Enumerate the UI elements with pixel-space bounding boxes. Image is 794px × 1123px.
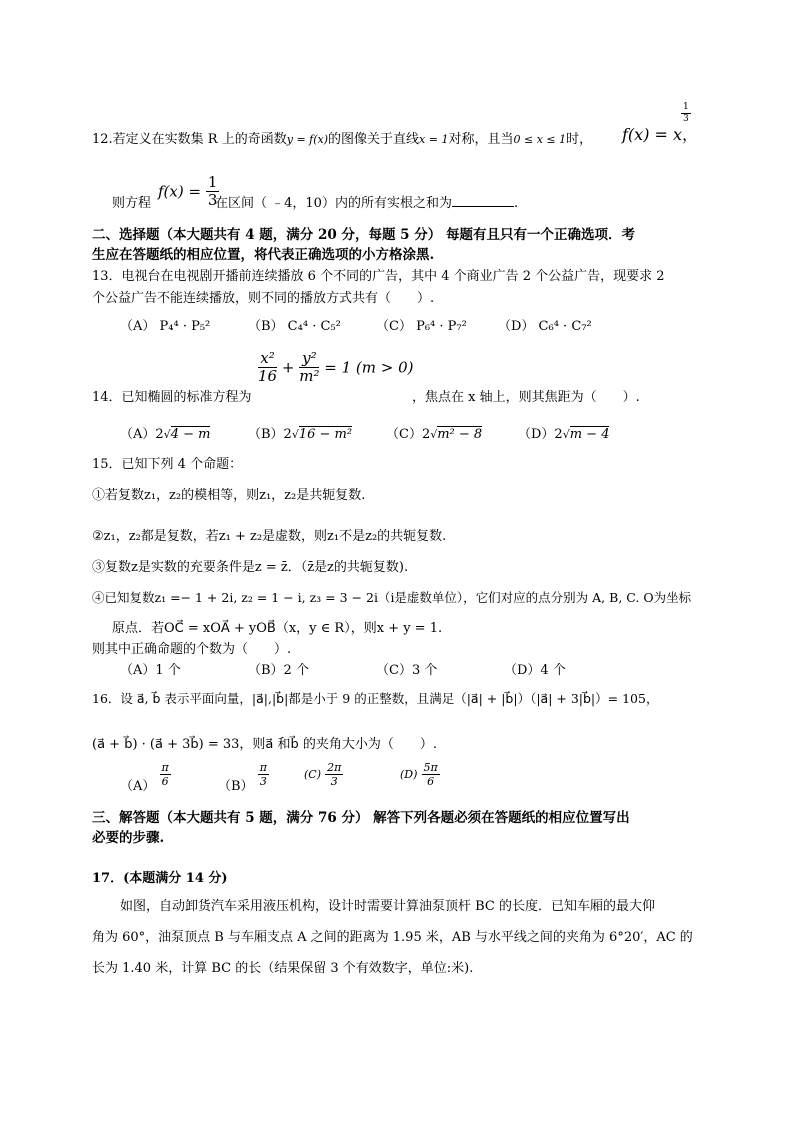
q16-opt-d-num: 5π bbox=[423, 761, 438, 774]
q14-option-a[interactable] bbox=[120, 423, 210, 442]
q14-frac-x bbox=[258, 351, 277, 384]
q14-option-c[interactable] bbox=[386, 423, 482, 442]
q14-option-d[interactable] bbox=[518, 423, 609, 442]
q12-line1 bbox=[92, 128, 592, 147]
q12-text-c: 对称，且当 bbox=[448, 132, 514, 147]
q13-option-a[interactable]: （A） P₄⁴ · P₅² bbox=[120, 319, 211, 334]
q17-paragraph-2: 角为 60°，油泵顶点 B 与车厢支点 A 之间的距离为 1.95 米，AB 与水平线之间的夹角为 6°20′，AC 的 bbox=[92, 930, 693, 945]
q12-text-end: ， bbox=[682, 125, 699, 144]
q14-opt-c-label: （C）2 bbox=[386, 427, 431, 442]
q15-option-d[interactable]: （D）4 个 bbox=[504, 663, 566, 678]
q16-opt-c-frac bbox=[325, 762, 343, 787]
q13-line2: 个公益广告不能连续播放，则不同的播放方式共有（ ）. bbox=[92, 291, 435, 306]
section3-line1: 三、解答题（本大题共有 5 题，满分 76 分） 解答下列各题必须在答题纸的相应位置写出 bbox=[92, 810, 630, 826]
q12-cond: 0 ≤ x ≤ 1 bbox=[513, 133, 567, 146]
q16-opt-c-label: (C) bbox=[304, 768, 321, 781]
q13-option-c[interactable]: （C） P₆⁴ · P₇² bbox=[376, 319, 467, 334]
q16-line2: (a⃗ + b⃗) · (a⃗ + 3b⃗) = 33，则a⃗ 和b⃗ 的夹角大小为（ ）. bbox=[92, 737, 438, 752]
q14-rhs: = 1 (m > 0) bbox=[324, 358, 414, 377]
sqrt-icon: √ bbox=[430, 428, 438, 441]
q15-proposition-3: ③复数z是实数的充要条件是z = z̄．（z̄是z的共轭复数). bbox=[92, 560, 409, 575]
q12-expression bbox=[622, 122, 698, 145]
q12-func: y = f(x) bbox=[286, 133, 329, 146]
q16-opt-d-frac bbox=[422, 762, 440, 787]
q12-exponent bbox=[681, 103, 691, 124]
q13-line1: 13．电视台在电视剧开播前连续播放 6 个不同的广告，其中 4 个商业广告 2 个公益广告，现要求 2 bbox=[92, 269, 665, 284]
q12-text-then: 则方程 bbox=[112, 196, 152, 211]
q17-paragraph-3: 长为 1.40 米，计算 BC 的长（结果保留 3 个有效数字，单位:米). bbox=[92, 961, 474, 976]
q12-line: x = 1 bbox=[419, 133, 449, 146]
section2-line2: 生应在答题纸的相应位置，将代表正确选项的小方格涂黑. bbox=[92, 247, 435, 263]
q12-eq-num: 1 bbox=[207, 173, 218, 191]
q16-option-d[interactable] bbox=[400, 762, 440, 787]
q16-option-a[interactable] bbox=[120, 762, 171, 794]
q13-option-b[interactable]: （B） C₄⁴ · C₅² bbox=[248, 319, 341, 334]
q12-text-interval: 在区间（ ﹣4，10）内的所有实根之和为 bbox=[215, 196, 452, 211]
q16-opt-c-num: 2π bbox=[327, 761, 342, 774]
q13-option-d[interactable]: （D） C₆⁴ · C₇² bbox=[498, 319, 592, 334]
q14-opt-b-rad: 16 − m² bbox=[298, 427, 353, 442]
sqrt-icon: √ bbox=[163, 428, 171, 441]
q15-ask: 则其中正确命题的个数为（ ）. bbox=[92, 642, 292, 657]
q16-option-c[interactable] bbox=[304, 762, 343, 787]
q16-opt-c-den: 3 bbox=[330, 775, 338, 788]
q12-text-d: 时， bbox=[566, 132, 593, 147]
q12-text-b: 的图像关于直线 bbox=[328, 132, 420, 147]
q16-opt-d-den: 6 bbox=[427, 775, 435, 788]
section2-line1: 二、选择题（本大题共有 4 题，满分 20 分，每题 5 分） 每题有且只有一个正确选项．考 bbox=[92, 227, 635, 243]
q16-opt-a-den: 6 bbox=[161, 775, 169, 788]
q12-equation bbox=[158, 175, 219, 208]
q17-paragraph-1: 如图，自动卸货汽车采用液压机构，设计时需要计算油泵顶杆 BC 的长度．已知车厢的最大仰 bbox=[120, 899, 656, 914]
q12-line2 bbox=[112, 192, 151, 211]
q14-opt-c-rad: m² − 8 bbox=[437, 427, 483, 442]
q14-opt-d-label: （D）2 bbox=[518, 427, 563, 442]
q15-intro: 15．已知下列 4 个命题： bbox=[92, 457, 243, 472]
q15-option-c[interactable]: （C）3 个 bbox=[376, 663, 438, 678]
q16-opt-d-label: (D) bbox=[400, 768, 418, 781]
sqrt-icon: √ bbox=[291, 428, 299, 441]
q14-opt-b-label: （B）2 bbox=[248, 427, 292, 442]
q15-option-a[interactable]: （A）1 个 bbox=[120, 663, 181, 678]
q15-proposition-4a: ④已知复数z₁ =− 1 + 2i, z₂ = 1 − i, z₃ = 3 − 2i（i是虚数单位），它们对应的点分别为 A, B, C. O为坐标 bbox=[92, 590, 692, 605]
q16-opt-b-label: （B） bbox=[218, 779, 254, 794]
q14-prefix: 14．已知椭圆的标准方程为 bbox=[92, 390, 252, 405]
q12-line2-tail bbox=[215, 192, 518, 211]
q14-opt-d-rad: m − 4 bbox=[569, 427, 610, 442]
q12-exp-num: 1 bbox=[683, 102, 689, 112]
q14-m2: m² bbox=[299, 367, 320, 385]
q12-exp-den: 3 bbox=[683, 114, 689, 124]
q14-frac-y bbox=[299, 351, 319, 384]
q16-opt-a-num: π bbox=[161, 761, 169, 774]
q14-opt-a-rad: 4 − m bbox=[170, 427, 211, 442]
q12-eq-den: 3 bbox=[207, 191, 218, 209]
q14-16: 16 bbox=[258, 367, 278, 385]
q15-option-b[interactable]: （B）2 个 bbox=[248, 663, 309, 678]
section3-line2: 必要的步骤. bbox=[92, 830, 165, 846]
q12-eq-lhs: f(x) = bbox=[158, 182, 202, 201]
q16-opt-b-num: π bbox=[259, 761, 267, 774]
q17-title: 17．(本题满分 14 分) bbox=[92, 871, 228, 886]
q12-text-period: . bbox=[513, 196, 519, 211]
q14-x2: x² bbox=[258, 351, 277, 368]
q14-ellipse-equation bbox=[258, 351, 414, 384]
q16-line1: 16．设 a⃗, b⃗ 表示平面向量，|a⃗|,|b⃗|都是小于 9 的正整数，且满足（|a⃗| + |b⃗|）（|a⃗| + 3|b⃗|）= 105， bbox=[92, 691, 659, 706]
q15-proposition-2: ②z₁，z₂都是复数，若z₁ + z₂是虚数，则z₁不是z₂的共轭复数. bbox=[92, 529, 447, 544]
q14-y2: y² bbox=[299, 351, 319, 368]
q16-opt-b-den: 3 bbox=[259, 775, 267, 788]
q12-text-a: 12.若定义在实数集 R 上的奇函数 bbox=[92, 132, 287, 147]
q14-suffix: ，焦点在 x 轴上，则其焦距为（ ）. bbox=[412, 390, 640, 405]
q14-option-b[interactable] bbox=[248, 423, 352, 442]
q14-opt-a-label: （A）2 bbox=[120, 427, 164, 442]
q16-opt-a-label: （A） bbox=[120, 779, 156, 794]
q16-opt-b-frac bbox=[258, 762, 269, 787]
q12-answer-blank[interactable] bbox=[452, 194, 514, 207]
q14-plus: + bbox=[281, 358, 295, 377]
sqrt-icon: √ bbox=[562, 428, 570, 441]
q16-opt-a-frac bbox=[160, 762, 171, 787]
q16-option-b[interactable] bbox=[218, 762, 269, 794]
q15-proposition-1: ①若复数z₁，z₂的模相等，则z₁，z₂是共轭复数. bbox=[92, 488, 366, 503]
q12-expr-lhs: f(x) = x bbox=[622, 125, 683, 144]
q15-proposition-4b: 原点．若OC⃗ = xOA⃗ + yOB⃗（x，y ∈ R），则x + y = 1. bbox=[112, 621, 443, 636]
